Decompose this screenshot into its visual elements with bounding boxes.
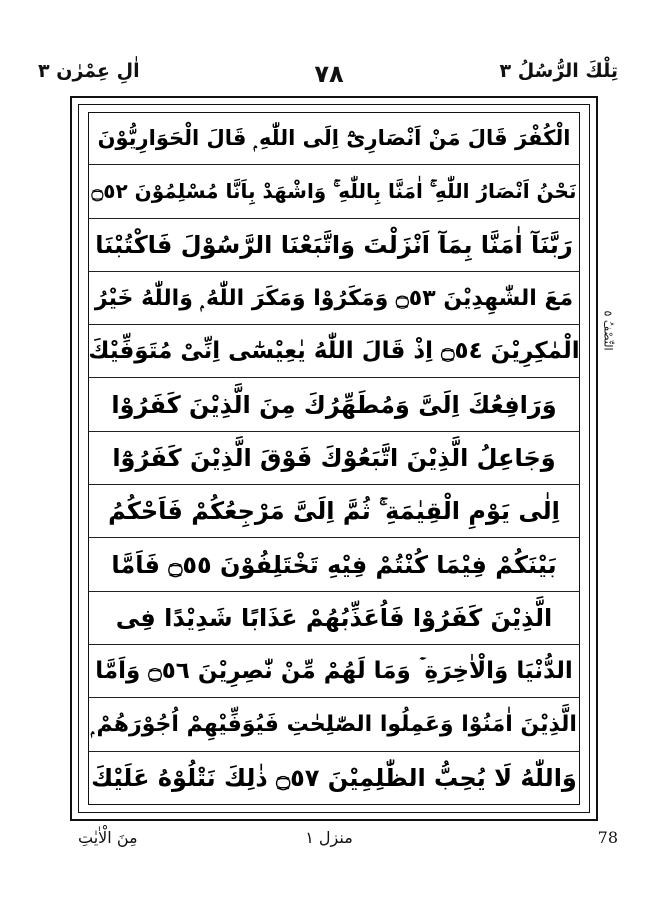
page-header xyxy=(32,60,626,94)
catchword: مِنَ الْاٰیٰتِ xyxy=(78,828,138,847)
text-line-10: الَّذِیْنَ كَفَرُوْا فَاُعَذِّبُهُمْ عَذَابًا شَدِیْدًا فِی xyxy=(88,592,580,645)
text-line-13: وَاللّٰهُ لَا یُحِبُّ الظّٰلِمِیْنَ ۝٥٧ ذٰلِكَ نَتْلُوْهُ عَلَیْكَ xyxy=(91,764,577,793)
text-line-11: الدُّنْیَا وَالْاٰخِرَةِ ۡ وَمَا لَهُمْ مِّنْ نّٰصِرِیْنَ ۝٥٦ وَاَمَّا xyxy=(88,645,580,698)
juz-name: تِلْكَ الرُّسُلُ ٣ xyxy=(499,60,618,82)
text-line-3: رَبَّنَآ اٰمَنَّا بِمَآ اَنْزَلْتَ وَاتَّبَعْنَا الرَّسُوْلَ فَاكْتُبْنَا xyxy=(88,219,580,272)
text-line-7: وَجَاعِلُ الَّذِیْنَ اتَّبَعُوْكَ فَوْقَ الَّذِیْنَ كَفَرُوْٓا xyxy=(88,432,580,485)
text-line-9: بَیْنَكُمْ فِیْمَا كُنْتُمْ فِیْهِ تَخْتَلِفُوْنَ ۝٥٥ فَاَمَّا xyxy=(88,538,580,591)
page-number-latin: 78 xyxy=(597,828,618,847)
text-line-5: الْمٰكِرِیْنَ ۝٥٤ اِذْ قَالَ اللّٰهُ یٰعِیْسٰٓی اِنِّیْ مُتَوَفِّیْكَ xyxy=(88,325,580,378)
surah-name: اٰلِ عِمْرٰن ٣ xyxy=(38,60,140,82)
ruku-marker-text: النِّصْفُ ٥ xyxy=(601,309,615,351)
manzil-label: منزل ١ xyxy=(305,828,353,847)
text-line-6: وَرَافِعُكَ اِلَیَّ وَمُطَهِّرُكَ مِنَ الَّذِیْنَ كَفَرُوْا xyxy=(88,379,580,432)
text-line-8: اِلٰی یَوْمِ الْقِیٰمَةِ ۚ ثُمَّ اِلَیَّ مَرْجِعُكُمْ فَاَحْكُمُ xyxy=(88,485,580,538)
text-line-1: الْكُفْرَ قَالَ مَنْ اَنْصَارِیْٓ اِلَی اللّٰهِ ۭ قَالَ الْحَوَارِیُّوْنَ xyxy=(88,112,580,165)
text-line-2: نَحْنُ اَنْصَارُ اللّٰهِ ۚ اٰمَنَّا بِاللّٰهِ ۚ وَاشْهَدْ بِاَنَّا مُسْلِمُوْنَ ۝٥٢ xyxy=(88,165,580,218)
text-line-4: مَعَ الشّٰهِدِیْنَ ۝٥٣ وَمَكَرُوْا وَمَكَرَ اللّٰهُ ۭ وَاللّٰهُ خَیْرُ xyxy=(88,272,580,325)
ruku-marker xyxy=(596,300,620,360)
quran-text-block xyxy=(88,112,580,805)
page-number-arabic: ٧٨ xyxy=(314,60,344,88)
text-line-12: الَّذِیْنَ اٰمَنُوْا وَعَمِلُوا الصّٰلِحٰتِ فَیُوَفِّیْهِمْ اُجُوْرَهُمْ ۭ xyxy=(88,698,580,751)
